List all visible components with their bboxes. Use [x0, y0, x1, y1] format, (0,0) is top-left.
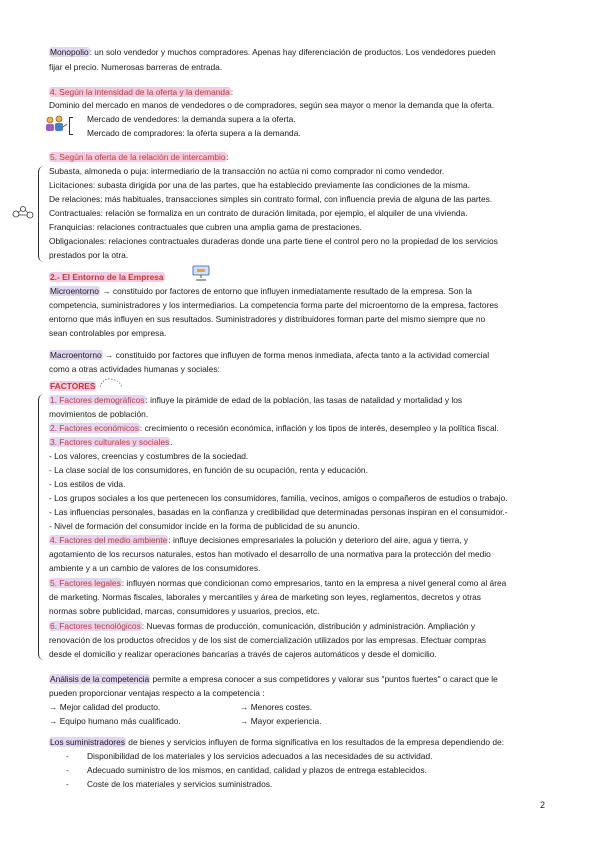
f3-item-6: - Nivel de formación del consumidor incide en la forma de publicidad de su anuncio. — [49, 521, 360, 531]
microentorno-term: Microentorno — [50, 286, 99, 296]
s5-line-4: Contractuales: relación se formaliza en un contrato de duración limitada, por ejemplo, el alquiler de una vivienda. — [49, 208, 468, 218]
f4-term: 4. Factores del medio ambiente — [50, 535, 168, 545]
s5-line-5: Franquicias: relaciones contractuales que cubren una amplia gama de prestaciones. — [49, 222, 362, 232]
f3-term: 3. Factores culturales y sociales — [50, 437, 170, 447]
f3-item-3: - Los estilos de vida. — [49, 479, 126, 489]
analisis-term: Análisis de la competencia — [50, 674, 150, 684]
micro-line-2: competencia, suministradores y los intermediarios. La competencia forma parte del microentorno de la empresa, factores — [49, 300, 499, 310]
circle-doodle-icon — [97, 377, 125, 389]
f2-term: 2. Factores económicos — [50, 423, 139, 433]
section-4-heading: 4. Según la intensidad de la oferta y la demanda: — [50, 87, 234, 97]
f5-line-3: normas sobre publicidad, marcas, consumidores y usuarios, precios, etc. — [49, 606, 320, 616]
f1-term: 1. Factores demográficos — [50, 395, 145, 405]
section-4-item-1: Mercado de vendedores: la demanda supera a la oferta. — [87, 114, 296, 124]
section-5-heading: 5. Según la oferta de la relación de intercambio: — [50, 152, 229, 162]
macro-line-2: como a otras actividades humanas y sociales: — [49, 364, 220, 374]
f3-line: 3. Factores culturales y sociales. — [50, 437, 173, 447]
f6-line-1: 6. Factores tecnológicos: Nuevas formas de producción, comunicación, distribución y administración. Ampliación y — [50, 621, 476, 631]
bracket — [69, 117, 73, 135]
f3-item-4: - Los grupos sociales a los que pertenecen los consumidores, familia, vecinos, amigos o compañeros de estudios o trabajo. — [49, 493, 508, 503]
section-4-line-1: Dominio del mercado en manos de vendedores o de compradores, según sea mayor o menor la demanda que la oferta. — [49, 100, 495, 110]
analisis-line-1: Análisis de la competencia permite a empresa conocer a sus competidores y valorar sus "puntos fuertes" o caract que le — [50, 674, 498, 684]
macroentorno-term: Macroentorno — [50, 350, 102, 360]
network-icon — [12, 205, 34, 223]
monopolio-line-2: fijar el precio. Numerosas barreras de entrada. — [49, 62, 223, 72]
macro-line-1: Macroentorno → constituido por factores que influyen de forma menos inmediata, afecta tanto a la actividad comercial — [50, 350, 490, 360]
f6-line-3: desde el domicilio y realizar operaciones bancarias a través de cajeros automáticos y desde el domicilio. — [49, 649, 437, 659]
sum-item-1: Disponibilidad de los materiales y los servicios adecuados a las necesidades de su actividad. — [87, 751, 433, 761]
factores-brace — [38, 394, 45, 660]
analisis-item-2: → Menores costes. — [240, 702, 313, 712]
analisis-line-2: pueden proporcionar ventajas respecto a la competencia : — [49, 688, 265, 698]
s5-line-6: Obligacionales: relaciones contractuales duraderas donde una parte tiene el control pero no la propiedad de los servicios — [49, 236, 498, 246]
f4-line-3: ambiente y a un cambio de valores de los consumidores. — [49, 563, 261, 573]
f3-item-5: - Las influencias personales, basadas en la confianza y credibilidad que determinadas personas inspiran en el consumidor.- — [49, 507, 508, 517]
f3-item-2: - La clase social de los consumidores, en función de su ocupación, renta y educación. — [49, 465, 368, 475]
sum-item-3: Coste de los materiales y servicios suministrados. — [87, 779, 273, 789]
entorno-heading: 2.- El Entorno de la Empresa — [50, 272, 164, 282]
sum-dash-3: - — [66, 779, 69, 789]
s5-line-2: Licitaciones: subasta dirigida por una de las partes, que ha establecido previamente las condiciones de la misma. — [49, 180, 470, 190]
f4-line-1: 4. Factores del medio ambiente: influye decisiones empresariales la polución y deterioro del aire, agua y tierra, y — [50, 535, 469, 545]
f1-line-1: 1. Factores demográficos: influye la pirámide de edad de la población, las tasas de natalidad y mortalidad y los — [50, 395, 463, 405]
factores-heading: FACTORES — [50, 381, 96, 391]
analisis-item-4: → Mayor experiencia. — [240, 716, 322, 726]
sum-dash-1: - — [66, 751, 69, 761]
analisis-item-1: → Mejor calidad del producto. — [49, 702, 161, 712]
section-5-brace — [38, 166, 45, 262]
sum-dash-2: - — [66, 765, 69, 775]
micro-line-4: sean controlables por empresa. — [49, 328, 167, 338]
f6-line-2: renovación de los productos ofrecidos y de los sist de comercialización utilizados por las empresas. Efectuar compras — [49, 635, 487, 645]
page-number: 2 — [540, 800, 546, 810]
s5-line-3: De relaciones: más habituales, transacciones simples sin contrato formal, con influencia previa de alguna de las partes. — [49, 194, 493, 204]
monopolio-line-1: Monopolio: un solo vendedor y muchos compradores. Apenas hay diferenciación de productos. Los vendedores pueden — [50, 47, 496, 57]
f2-line-1: 2. Factores económicos: crecimiento o recesión económica, inflación y los tipos de interés, desempleo y la política fiscal. — [50, 423, 499, 433]
f4-line-2: agotamiento de los recursos naturales, estos han motivado el desarrollo de una normativa para la protección del medio — [49, 549, 491, 559]
f5-line-1: 5. Factores legales: influyen normas que condicionan como empresarios, tanto en la empresa a nivel general como al área — [50, 578, 507, 588]
monopolio-term: Monopolio — [50, 47, 89, 57]
f6-term: 6. Factores tecnológicos — [50, 621, 141, 631]
f1-line-2: movimientos de población. — [49, 409, 149, 419]
f5-term: 5. Factores legales — [50, 578, 121, 588]
suministradores-line-1: Los suministradores de bienes y servicios influyen de forma significativa en los resultados de la empresa dependiendo de: — [50, 737, 504, 747]
suministradores-term: Los suministradores — [50, 737, 125, 747]
people-icon — [44, 115, 68, 133]
section-4-item-2: Mercado de compradores: la oferta supera a la demanda. — [87, 128, 301, 138]
analisis-item-3: → Equipo humano más cualificado. — [49, 716, 181, 726]
f5-line-2: de marketing. Normas fiscales, laborales y mercantiles y área de marketing son leyes, reglamentos, decretos y otras — [49, 592, 481, 602]
micro-line-3: entorno que más influyen en sus resultados. Suministradores y distribuidores forman parte del mismo siempre que no — [49, 314, 486, 324]
monitor-icon — [190, 264, 212, 282]
sum-item-2: Adecuado suministro de los mismos, en cantidad, calidad y plazos de entrega establecidos. — [87, 765, 427, 775]
s5-line-7: prestados por la otra. — [49, 250, 129, 260]
s5-line-1: Subasta, almoneda o puja: intermediario de la transacción no actúa ni como comprador ni como vendedor. — [49, 166, 445, 176]
micro-line-1: Microentorno → constituido por factores de entorno que influyen inmediatamente resultado de la empresa. Son la — [50, 286, 472, 296]
f3-item-1: - Los valores, creencias y costumbres de la sociedad. — [49, 451, 249, 461]
